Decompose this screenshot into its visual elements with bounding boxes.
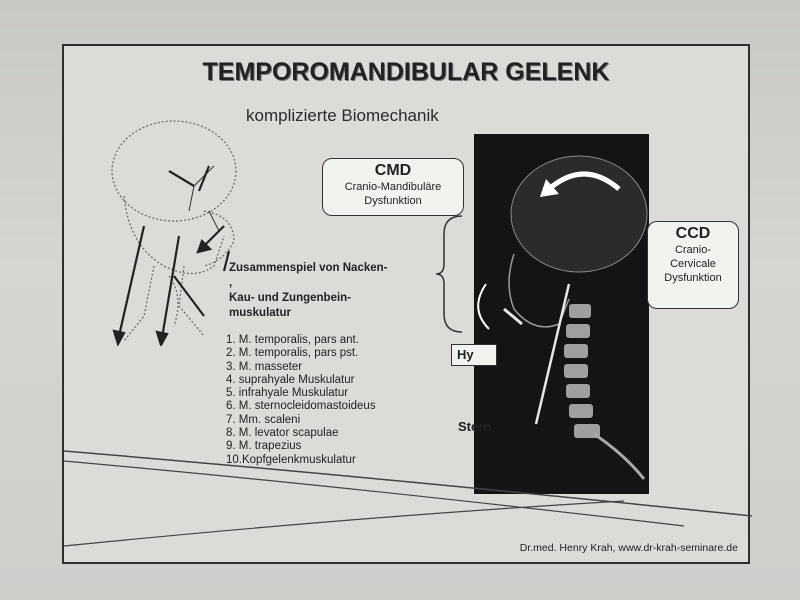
heading-line4: muskulatur — [229, 307, 291, 319]
list-item: 1. M. temporalis, pars ant. — [226, 334, 359, 346]
heading-line3: Kau- und Zungenbein- — [229, 292, 352, 304]
ccd-abbr: CCD — [675, 225, 711, 242]
list-item: 6. M. sternocleidomastoideus — [226, 400, 376, 413]
list-item: 10.Kopfgelenkmuskulatur — [226, 453, 356, 466]
slide-subtitle: komplizierte Biomechanik — [246, 106, 439, 125]
heading-line2: , — [229, 277, 233, 289]
list-item: 2. M. temporalis, pars pst. — [226, 347, 359, 360]
cmd-line1: Cranio-Mandibuläre — [344, 181, 442, 193]
ccd-line1: Cranio- — [674, 244, 712, 256]
list-item: 7. Mm. scaleni — [226, 413, 301, 426]
list-item: 9. M. trapezius — [226, 440, 302, 453]
slide-title: TEMPOROMANDIBULAR GELENK — [202, 58, 610, 86]
ccd-line3: Dysfunktion — [664, 272, 722, 284]
heading-line1: Zusammenspiel von Nacken- — [229, 262, 388, 274]
ccd-line2: Cervicale — [670, 258, 716, 270]
footer-credit: Dr.med. Henry Krah, www.dr-krah-seminare.de — [519, 542, 738, 554]
list-item: 3. M. masseter — [226, 360, 303, 373]
decorative-lines — [64, 46, 752, 566]
list-item: 8. M. levator scapulae — [226, 427, 339, 440]
cmd-line2: Dysfunktion — [364, 195, 422, 207]
list-item: 4. suprahyale Muskulatur — [226, 373, 355, 386]
hyoid-label: Hy — [451, 344, 497, 366]
cmd-abbr: CMD — [374, 162, 412, 179]
slide-frame — [62, 44, 750, 564]
list-item: 5. infrahyale Muskulatur — [226, 387, 349, 400]
sternum-label: Stern — [458, 419, 492, 434]
